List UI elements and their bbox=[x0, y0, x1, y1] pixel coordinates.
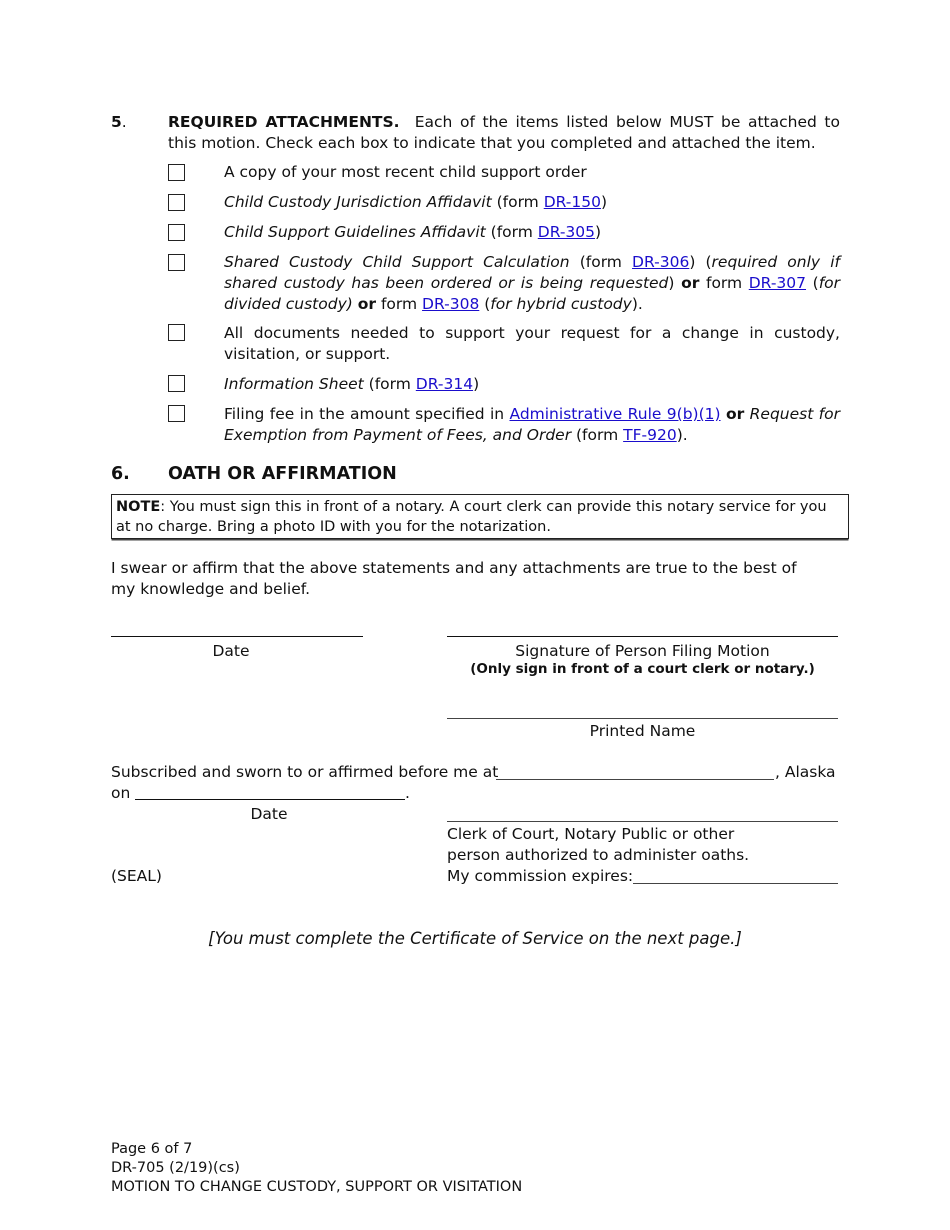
date-label: Date bbox=[212, 642, 250, 660]
link-tf-920[interactable]: TF-920 bbox=[623, 426, 677, 444]
section-5-number: 5. bbox=[111, 113, 127, 131]
footer-page-number: Page 6 of 7 bbox=[111, 1141, 193, 1157]
attachment-item-7: Filing fee in the amount specified in Administrative Rule 9(b)(1) or Request for Exemption from Payment of Fees, and Order (form TF-920). bbox=[224, 405, 840, 444]
alaska-text: , Alaska bbox=[775, 763, 836, 781]
seal-label: (SEAL) bbox=[111, 867, 162, 885]
commission-label: My commission expires: bbox=[447, 867, 634, 885]
attachment-item-6: Information Sheet (form DR-314) bbox=[224, 375, 480, 393]
note-text: : You must sign this in front of a notary. A court clerk can provide this notary service for you at no charge. Bring a photo ID with you for the notarization. bbox=[116, 499, 827, 535]
notary-date-line[interactable] bbox=[135, 799, 405, 800]
checkbox-filing-fee[interactable] bbox=[168, 405, 185, 422]
commission-expiry-line[interactable] bbox=[633, 883, 838, 884]
date-signature-line[interactable] bbox=[111, 636, 363, 637]
signature-instruction: (Only sign in front of a court clerk or notary.) bbox=[470, 661, 815, 677]
clerk-signature-line[interactable] bbox=[447, 821, 838, 822]
footer-form-number: DR-705 (2/19)(cs) bbox=[111, 1160, 240, 1176]
checkbox-custody-jurisdiction-affidavit[interactable] bbox=[168, 194, 185, 211]
printed-name-line[interactable] bbox=[447, 718, 838, 719]
footer-form-title: MOTION TO CHANGE CUSTODY, SUPPORT OR VISITATION bbox=[111, 1179, 523, 1195]
section-5-intro-text: Each of the items listed below MUST be attached to this motion. Check each box to indicate that you completed and attached the item. bbox=[168, 113, 840, 152]
link-dr-307[interactable]: DR-307 bbox=[748, 274, 807, 292]
link-administrative-rule[interactable]: Administrative Rule 9(b)(1) bbox=[509, 405, 721, 423]
attachment-item-4: Shared Custody Child Support Calculation (form DR-306) (required only if shared custody has been ordered or is being requested) or form DR-307 (for divided custody) or form DR-308 (for hybrid custody). bbox=[224, 253, 840, 313]
attachment-item-1: A copy of your most recent child support order bbox=[224, 163, 587, 181]
section-5-intro bbox=[168, 112, 840, 154]
link-dr-306[interactable]: DR-306 bbox=[632, 253, 690, 271]
notary-note-box bbox=[111, 494, 849, 539]
checkbox-child-support-order[interactable] bbox=[168, 164, 185, 181]
link-dr-150[interactable]: DR-150 bbox=[543, 193, 601, 211]
on-text: on bbox=[111, 784, 131, 802]
clerk-label-2: person authorized to administer oaths. bbox=[447, 846, 750, 864]
link-dr-305[interactable]: DR-305 bbox=[537, 223, 596, 241]
section-5-heading: REQUIRED ATTACHMENTS. bbox=[168, 113, 400, 131]
subscribed-text: Subscribed and sworn to or affirmed before me at bbox=[111, 763, 499, 781]
checkbox-information-sheet[interactable] bbox=[168, 375, 185, 392]
on-period: . bbox=[405, 784, 410, 802]
note-label: NOTE bbox=[116, 499, 161, 515]
signature-line[interactable] bbox=[447, 636, 838, 637]
notary-date-label: Date bbox=[250, 805, 288, 823]
checkbox-shared-custody-calculation[interactable] bbox=[168, 254, 185, 271]
oath-statement: I swear or affirm that the above statements and any attachments are true to the best of my knowledge and belief. bbox=[111, 559, 797, 598]
section-6-number: 6. bbox=[111, 464, 130, 484]
signature-label: Signature of Person Filing Motion bbox=[515, 642, 770, 660]
attachment-item-2: Child Custody Jurisdiction Affidavit (form DR-150) bbox=[224, 193, 608, 211]
attachment-item-5: All documents needed to support your request for a change in custody, visitation, or support. bbox=[224, 324, 840, 363]
printed-name-label: Printed Name bbox=[589, 722, 696, 740]
checkbox-supporting-documents[interactable] bbox=[168, 324, 185, 341]
section-6-heading: OATH OR AFFIRMATION bbox=[168, 464, 397, 484]
location-line[interactable] bbox=[496, 779, 774, 780]
certificate-reminder: [You must complete the Certificate of Service on the next page.] bbox=[208, 929, 742, 948]
clerk-label-1: Clerk of Court, Notary Public or other bbox=[447, 825, 735, 843]
attachment-item-3: Child Support Guidelines Affidavit (form DR-305) bbox=[224, 223, 602, 241]
link-dr-308[interactable]: DR-308 bbox=[422, 295, 480, 313]
checkbox-support-guidelines-affidavit[interactable] bbox=[168, 224, 185, 241]
link-dr-314[interactable]: DR-314 bbox=[415, 375, 474, 393]
